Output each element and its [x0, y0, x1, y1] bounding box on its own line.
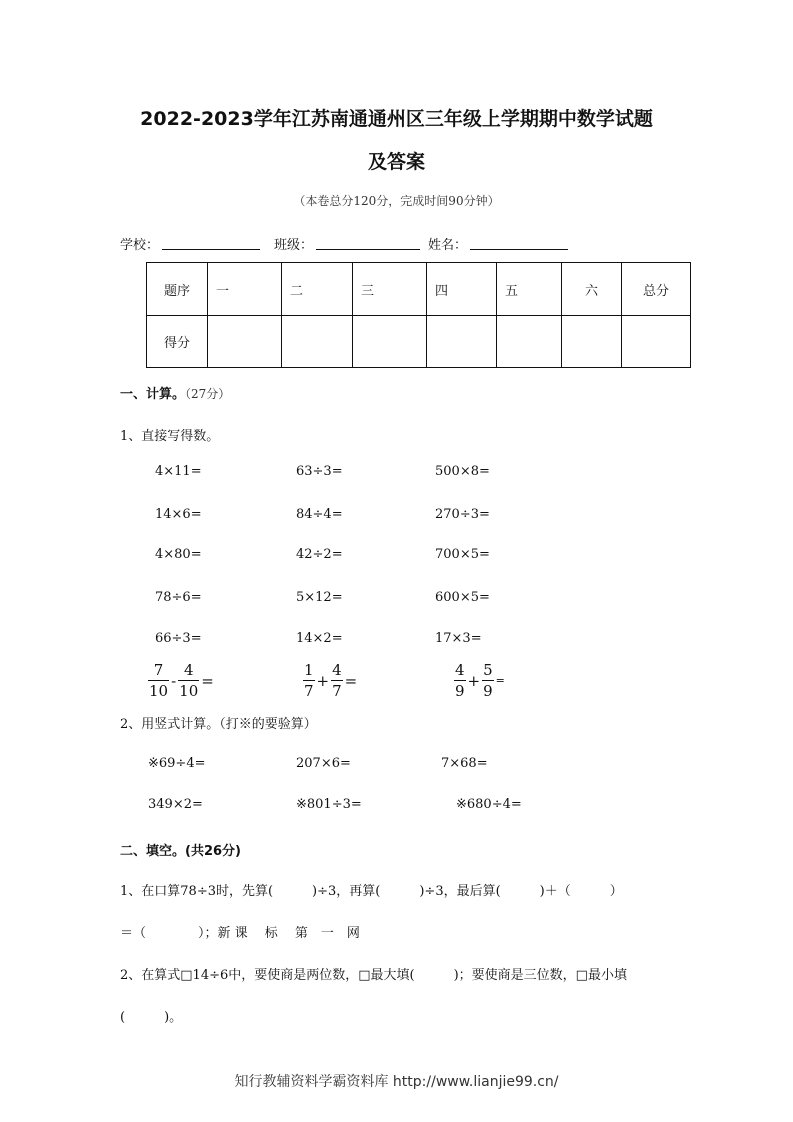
- denominator: 10: [179, 682, 199, 700]
- operator: -: [171, 671, 177, 690]
- equals-sign: =: [344, 671, 358, 690]
- score-cell[interactable]: [282, 316, 353, 368]
- q1-item: 600×5=: [435, 590, 490, 605]
- score-cell[interactable]: [208, 316, 282, 368]
- q1-item: 4×11=: [155, 464, 202, 479]
- numerator: 1: [304, 661, 314, 679]
- table-header-cell: 六: [562, 263, 622, 316]
- section1-title: 一、计算。: [120, 387, 186, 402]
- q2-item: 7×68=: [441, 756, 488, 771]
- q2-item: ※69÷4=: [148, 756, 206, 771]
- table-header-cell: 五: [497, 263, 562, 316]
- table-header-cell: 二: [282, 263, 353, 316]
- class-label: 班级：: [274, 238, 314, 253]
- fraction: [454, 660, 466, 701]
- exam-subtitle: （本卷总分120分，完成时间90分钟）: [293, 194, 500, 208]
- q1-item: 63÷3=: [296, 464, 343, 479]
- numerator: 7: [153, 661, 164, 679]
- fraction-expression: [148, 660, 216, 701]
- table-header-cell: 三: [353, 263, 427, 316]
- denominator: 9: [455, 682, 465, 700]
- table-row-label: 得分: [147, 316, 208, 368]
- q1-item: 14×6=: [155, 507, 202, 522]
- q1-item: 270÷3=: [435, 507, 490, 522]
- numerator: 4: [332, 661, 342, 679]
- q2-item: 207×6=: [296, 756, 351, 771]
- q1-item: 700×5=: [435, 547, 490, 562]
- name-blank[interactable]: [470, 249, 568, 250]
- fill-q2-line1: 2、在算式□14÷6中，要使商是两位数，□最大填( )；要使商是三位数，□最小填: [120, 968, 627, 983]
- table-header-cell: 总分: [622, 263, 691, 316]
- score-cell[interactable]: [353, 316, 427, 368]
- fraction-expression: [303, 660, 359, 701]
- q1-item: 78÷6=: [155, 590, 202, 605]
- denominator: 9: [483, 682, 493, 700]
- numerator: 4: [183, 661, 194, 679]
- q1-item: 17×3=: [435, 631, 482, 646]
- operator: +: [467, 671, 481, 690]
- q1-title: 1、直接写得数。: [120, 429, 220, 444]
- q1-item: 84÷4=: [296, 507, 343, 522]
- exam-title: 2022-2023学年江苏南通通州区三年级上学期期中数学试题: [140, 108, 653, 130]
- fill-q1-line2: ＝（ ）；新 课 标 第 一 网: [120, 926, 360, 941]
- q2-item: 349×2=: [148, 797, 203, 812]
- footer-watermark: 知行教辅资料学霸资料库 http://www.lianjie99.cn/: [234, 1074, 559, 1090]
- table-header-cell: 一: [208, 263, 282, 316]
- q1-item: 4×80=: [155, 547, 202, 562]
- q1-item: 66÷3=: [155, 631, 202, 646]
- fraction: [482, 660, 494, 701]
- table-header-cell: 四: [427, 263, 497, 316]
- table-header-cell: 题序: [147, 263, 208, 316]
- q2-item: ※680÷4=: [456, 797, 522, 812]
- denominator: 10: [149, 682, 169, 700]
- section2-heading: 二、填空。(共26分): [120, 844, 241, 859]
- fraction: [331, 660, 343, 701]
- equals-sign: =: [201, 671, 214, 690]
- fraction: [178, 660, 199, 701]
- score-table: [146, 262, 691, 368]
- school-label: 学校：: [120, 238, 160, 253]
- score-cell[interactable]: [497, 316, 562, 368]
- q1-item: 500×8=: [435, 464, 490, 479]
- fill-q2-line2: ( )。: [120, 1010, 183, 1025]
- class-blank[interactable]: [316, 249, 420, 250]
- section1-points: （27分）: [185, 387, 231, 401]
- q2-title: 2、用竖式计算。（打※的要验算）: [120, 717, 317, 732]
- school-blank[interactable]: [162, 249, 260, 250]
- fraction-expression: [454, 660, 507, 701]
- denominator: 7: [332, 682, 342, 700]
- operator: +: [316, 671, 330, 690]
- denominator: 7: [304, 682, 314, 700]
- equals-sign: =: [495, 674, 505, 687]
- numerator: 5: [483, 661, 493, 679]
- score-cell[interactable]: [562, 316, 622, 368]
- fill-q1-line1: 1、在口算78÷3时，先算( )÷3，再算( )÷3，最后算( )＋（ ）: [120, 884, 623, 899]
- numerator: 4: [455, 661, 465, 679]
- section1-heading: [120, 383, 230, 402]
- q2-item: ※801÷3=: [296, 797, 362, 812]
- score-cell[interactable]: [622, 316, 691, 368]
- score-cell[interactable]: [427, 316, 497, 368]
- fraction: [303, 660, 315, 701]
- name-label: 姓名：: [428, 238, 468, 253]
- exam-title-line2: 及答案: [367, 151, 425, 173]
- q1-item: 42÷2=: [296, 547, 343, 562]
- q1-item: 14×2=: [296, 631, 343, 646]
- q1-item: 5×12=: [296, 590, 343, 605]
- fraction: [148, 660, 169, 701]
